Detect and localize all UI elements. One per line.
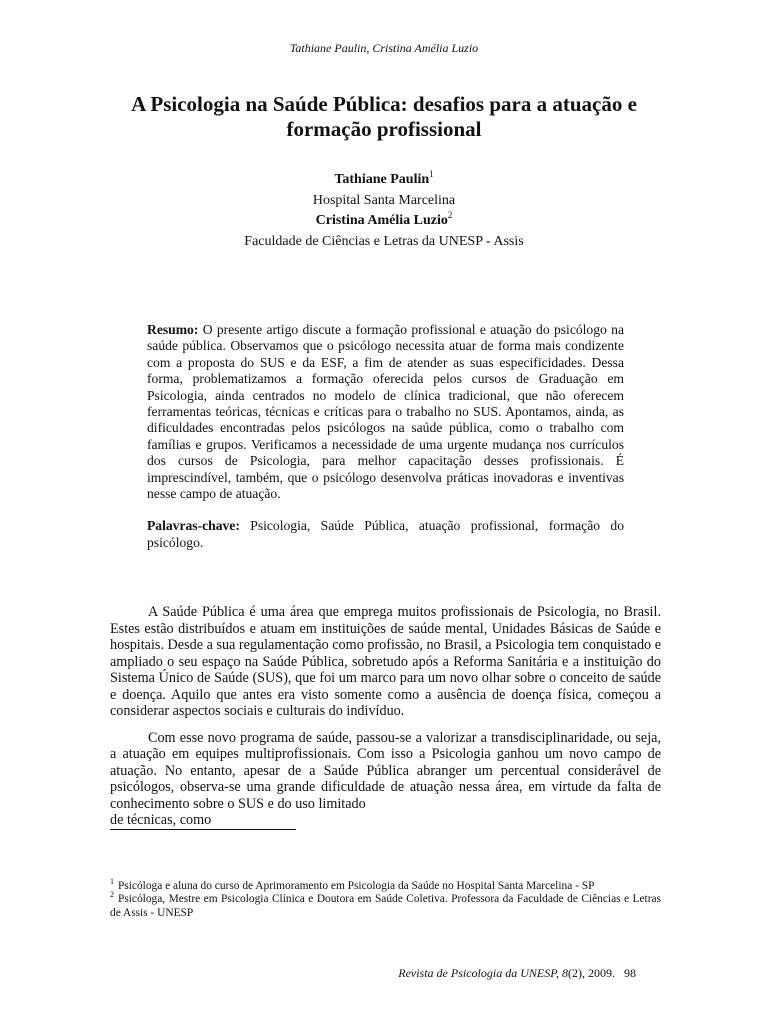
body-paragraph-1: A Saúde Pública é uma área que emprega muitos profissionais de Psicologia, no Brasil. Estes estão distribuídos e atuam em instituições de saúde mental, Unidades Básicas de Saúde e hospitais. Desde a sua regulamentação como profissão, no Brasil, a Psicologia tem conquistado e ampliado o seu espaço na Saúde Pública, sobretudo após a Reforma Sanitária e a instituição do Sistema Único de Saúde (SUS), que foi um marco para um novo olhar sobre o conceito de saúde e doença. Aquilo que antes era visto somente como a ausência de doença física, começou a considerar aspectos sociais e culturais do indivíduo. bbox=[110, 604, 661, 719]
footnote-2 bbox=[110, 890, 661, 920]
keywords-label: Palavras-chave: bbox=[147, 518, 240, 534]
body-paragraph-2-text: Com esse novo programa de saúde, passou-se a valorizar a transdisciplinaridade, ou seja, a atuação em equipes multiprofissionais. Com isso a Psicologia ganhou um novo campo de atuação. No entanto, apesar de a Saúde Pública abranger um percentual considerável de psicólogos, observa-se uma grande dificuldade de atuação nessa área, em virtude da falta de conhecimento sobre o SUS e do uso limitado bbox=[110, 729, 661, 812]
page-footer bbox=[398, 966, 636, 981]
footer-issue-year: (2), 2009. bbox=[568, 966, 615, 980]
keywords-text: Psicologia, Saúde Pública, atuação profissional, formação do psicólogo. bbox=[147, 518, 624, 550]
abstract bbox=[147, 322, 624, 551]
author-1-affiliation: Hospital Santa Marcelina bbox=[312, 192, 456, 208]
running-head: Tathiane Paulin, Cristina Amélia Luzio bbox=[289, 41, 479, 55]
abstract-label: Resumo: bbox=[147, 322, 199, 337]
article-body bbox=[110, 604, 661, 840]
body-paragraph-2 bbox=[110, 730, 661, 830]
footer-journal: Revista de Psicologia da UNESP, bbox=[398, 966, 559, 980]
footnote-2-mark: 2 bbox=[110, 890, 114, 900]
author-1-footnote-mark: 1 bbox=[429, 169, 434, 179]
author-1-name: Tathiane Paulin bbox=[334, 172, 430, 187]
author-block bbox=[0, 170, 768, 252]
article-title: A Psicologia na Saúde Pública: desafios para a atuação e formação profissional bbox=[131, 92, 637, 141]
abstract-text: O presente artigo discute a formação profissional e atuação do psicólogo na saúde pública. Observamos que o psicólogo necessita atuar de forma mais condizente com a proposta do SUS e da ESF, a fim de atender as suas especificidades. Dessa forma, problematizamos a formação oferecida pelos cursos de Graduação em Psicologia, ainda centrados no modelo de clínica tradicional, que não oferecem ferramentas teóricas, técnicas e críticas para o trabalho no SUS. Apontamos, ainda, as dificuldades encontradas pelos psicólogos na saúde pública, como o trabalho com famílias e grupos. Verificamos a necessidade de uma urgente mudança nos currículos dos cursos de Psicologia, para melhor capacitação desses profissionais. É imprescindível, também, que o psicólogo desenvolva práticas inovadoras e inventivas nesse campo de atuação. bbox=[147, 322, 624, 502]
keywords-paragraph bbox=[147, 518, 624, 551]
author-2-name: Cristina Amélia Luzio bbox=[315, 213, 448, 228]
footnotes bbox=[110, 877, 661, 920]
author-2-affiliation: Faculdade de Ciências e Letras da UNESP - Assis bbox=[244, 233, 524, 249]
abstract-paragraph bbox=[147, 322, 624, 502]
footnote-1-mark: 1 bbox=[110, 877, 114, 886]
footnote-1 bbox=[110, 877, 661, 893]
body-paragraph-2-last-line: de técnicas, como bbox=[110, 812, 296, 830]
author-2-footnote-mark: 2 bbox=[447, 210, 453, 220]
page-number: 98 bbox=[624, 966, 636, 980]
footer-volume: 8 bbox=[562, 966, 568, 980]
footnote-1-text: Psicóloga e aluna do curso de Aprimoramento em Psicologia da Saúde no Hospital Santa Marcelina - SP bbox=[118, 880, 595, 892]
footnote-2-text: Psicóloga, Mestre em Psicologia Clínica e Doutora em Saúde Coletiva. Professora da Faculdade de Ciências e Letras de Assis - UNESP bbox=[110, 893, 661, 919]
